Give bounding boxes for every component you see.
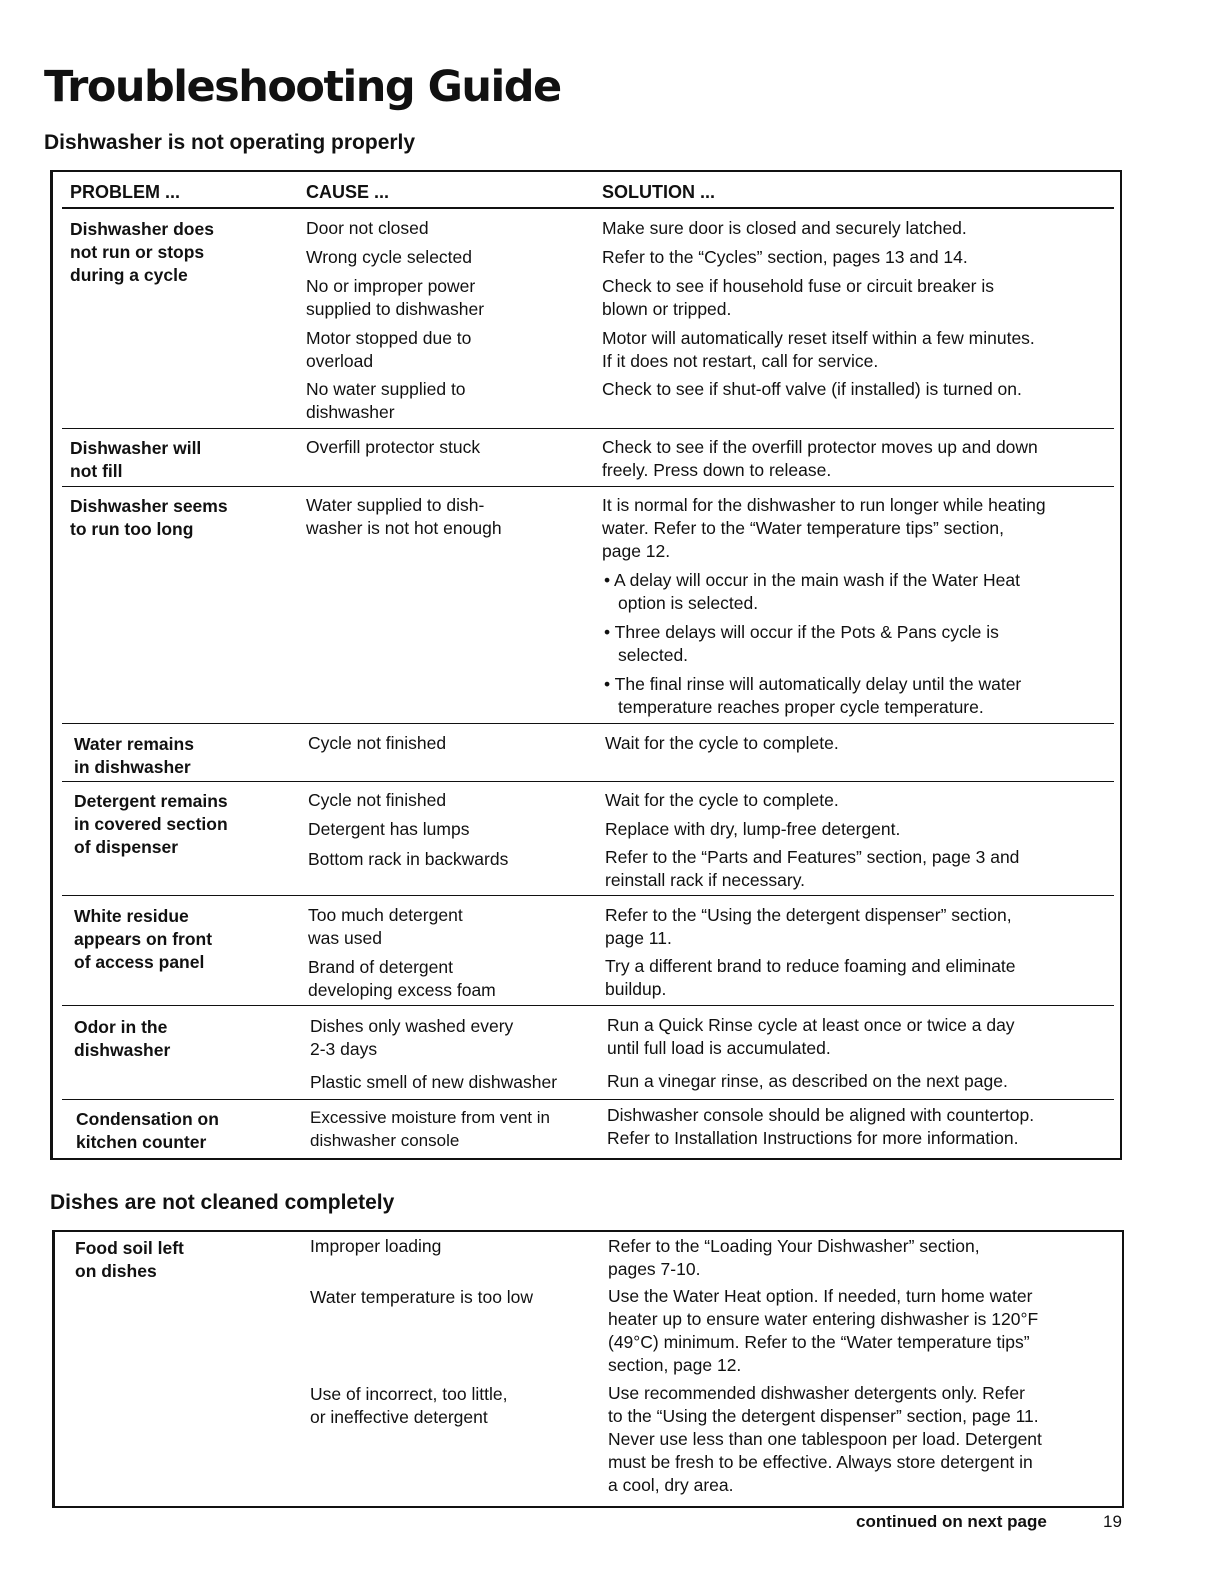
solution-bullet: • A delay will occur in the main wash if the Water Heat option is selected. [604,570,1020,613]
solution-text: Make sure door is closed and securely latched. [602,218,967,238]
solution-text: Use recommended dishwasher detergents only. Refer to the “Using the detergent dispenser” section, page 11. Never use less than one tablespoon per load. Detergent must be fresh to be effective. Always store detergent in a cool, dry area. [608,1383,1042,1495]
cause-text: Door not closed [306,218,429,238]
problem-cell: Condensation on kitchen counter [76,1109,219,1152]
cause-text: No water supplied to dishwasher [306,379,466,422]
problem-cell: Dishwasher will not fill [70,438,202,481]
row-divider [62,781,1114,782]
row-divider [62,1099,1114,1100]
row-divider [62,723,1114,724]
continued-note: continued on next page [856,1512,1047,1531]
solution-text: Replace with dry, lump-free detergent. [605,819,901,839]
cause-text: Use of incorrect, too little, or ineffective detergent [310,1384,508,1427]
solution-text: Wait for the cycle to complete. [605,733,839,753]
cause-text: Cycle not finished [308,733,447,753]
solution-bullet: • The final rinse will automatically delay until the water temperature reaches proper cycle temperature. [604,674,1022,717]
problem-cell: White residue appears on front of access panel [74,906,213,972]
cause-text: Plastic smell of new dishwasher [310,1072,558,1092]
cause-text: Brand of detergent developing excess foam [308,957,496,1000]
solution-text: Motor will automatically reset itself within a few minutes. If it does not restart, call for service. [602,328,1035,371]
cause-text: Excessive moisture from vent in dishwasher console [310,1108,550,1150]
row-divider [62,895,1114,896]
header-problem: PROBLEM ... [70,182,181,202]
cause-text: Overfill protector stuck [306,437,481,457]
problem-cell: Odor in the dishwasher [74,1017,171,1060]
solution-text: Refer to the “Loading Your Dishwasher” section, pages 7-10. [608,1236,980,1279]
page-number: 19 [1103,1512,1122,1531]
problem-cell: Food soil left on dishes [75,1238,184,1281]
section-title-not-operating: Dishwasher is not operating properly [44,131,416,154]
solution-text: Run a vinegar rinse, as described on the next page. [607,1071,1008,1091]
solution-text: Refer to the “Cycles” section, pages 13 and 14. [602,247,968,267]
cause-text: Bottom rack in backwards [308,849,509,869]
page-title: Troubleshooting Guide [44,62,561,112]
cause-text: Wrong cycle selected [306,247,473,267]
solution-text: Run a Quick Rinse cycle at least once or twice a day until full load is accumulated. [607,1015,1015,1058]
problem-cell: Water remains in dishwasher [74,734,194,777]
row-divider [62,486,1114,487]
cause-text: Water supplied to dish- washer is not hot enough [306,495,502,538]
cause-text: No or improper power supplied to dishwasher [306,276,485,319]
cause-text: Motor stopped due to overload [306,328,472,371]
solution-text: Dishwasher console should be aligned with countertop. Refer to Installation Instructions for more information. [607,1105,1035,1148]
solution-text: Use the Water Heat option. If needed, turn home water heater up to ensure water entering dishwasher is 120°F (49°C) minimum. Refer to the “Water temperature tips” section, page 12. [608,1286,1039,1375]
cause-text: Dishes only washed every 2-3 days [310,1016,514,1059]
section-title-not-cleaned: Dishes are not cleaned completely [50,1191,395,1214]
solution-text: Try a different brand to reduce foaming and eliminate buildup. [605,956,1016,999]
header-solution: SOLUTION ... [602,182,716,202]
header-rule [62,207,1114,209]
row-divider [62,1005,1114,1006]
problem-cell: Dishwasher seems to run too long [70,496,228,539]
solution-text: Wait for the cycle to complete. [605,790,839,810]
cause-text: Improper loading [310,1236,442,1256]
cause-text: Too much detergent was used [308,905,463,948]
cause-text: Water temperature is too low [310,1287,534,1307]
solution-text: Refer to the “Using the detergent dispenser” section, page 11. [605,905,1012,948]
solution-text: Check to see if the overfill protector moves up and down freely. Press down to release. [602,437,1038,480]
solution-text: Check to see if household fuse or circuit breaker is blown or tripped. [602,276,994,319]
cause-text: Detergent has lumps [308,819,470,839]
row-divider [62,428,1114,429]
header-cause: CAUSE ... [306,182,390,202]
solution-bullet: • Three delays will occur if the Pots & Pans cycle is selected. [604,622,999,665]
solution-text: Refer to the “Parts and Features” section, page 3 and reinstall rack if necessary. [605,847,1020,890]
solution-text: It is normal for the dishwasher to run longer while heating water. Refer to the “Water temperature tips” section, page 12. [602,495,1046,561]
solution-text: Check to see if shut-off valve (if installed) is turned on. [602,379,1022,399]
problem-cell: Dishwasher does not run or stops during a cycle [70,219,214,285]
problem-cell: Detergent remains in covered section of dispenser [74,791,228,857]
cause-text: Cycle not finished [308,790,447,810]
